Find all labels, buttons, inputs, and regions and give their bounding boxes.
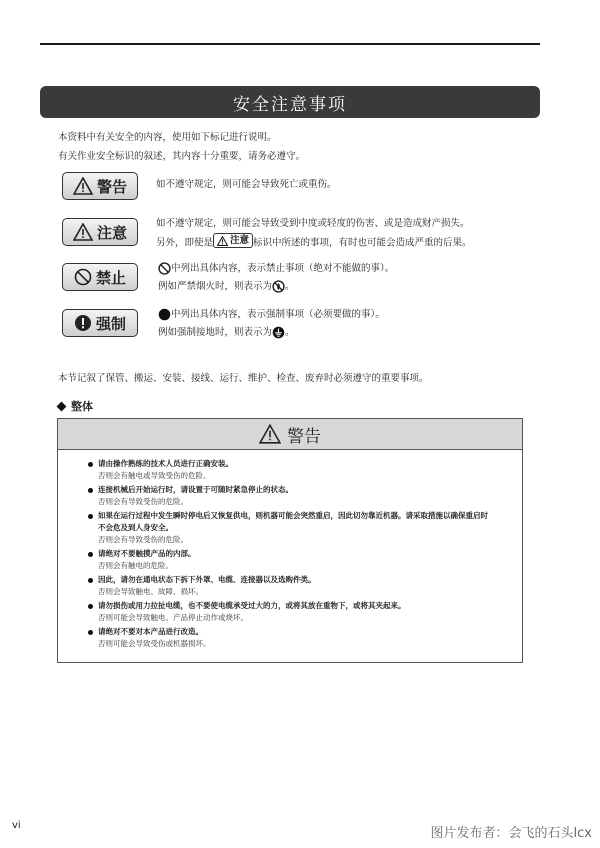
- signal-warning-label: 警告: [96, 177, 127, 196]
- signal-mandatory-row: [62, 309, 385, 342]
- section-heading: [58, 398, 93, 414]
- warning-triangle-icon: [73, 223, 93, 241]
- warning-consequence: 否则可能会导致受伤或机器损坏。: [98, 639, 211, 648]
- signal-caution-desc: [156, 215, 472, 253]
- signal-mandatory-desc: [158, 306, 385, 342]
- signal-caution-badge: [62, 218, 138, 246]
- warning-triangle-icon: [73, 177, 93, 195]
- signal-prohibited-badge: [62, 263, 138, 291]
- signal-prohibited-desc: [158, 260, 394, 296]
- body-note: 本节记叙了保管、搬运、安装、接线、运行、维护、检查、废弃时必须遵守的重要事项。: [58, 373, 429, 384]
- desc-text: 标识中所述的事项，有时也可能会造成严重的后果。: [253, 237, 472, 249]
- warning-text: 如果在运行过程中发生瞬时停电后又恢复供电，则机器可能会突然重启，因此切勿靠近机器。请采取措施以确保重启时不会危及到人身安全。: [98, 511, 488, 532]
- no-fire-icon: [272, 280, 285, 293]
- desc-text: 例如严禁烟火时，则表示为: [158, 281, 273, 292]
- intro-line: 有关作业安全标识的叙述，其内容十分重要，请务必遵守。: [58, 151, 306, 162]
- ground-icon: [272, 326, 285, 339]
- mandatory-dot-icon: [158, 308, 171, 321]
- prohibition-icon: [74, 268, 92, 286]
- signal-warning-row: [62, 172, 337, 200]
- list-item: [88, 626, 522, 650]
- signal-prohibited-label: 禁止: [95, 268, 126, 287]
- warning-consequence: 否则会有导致受伤的危险。: [98, 535, 188, 544]
- desc-line: [158, 260, 394, 278]
- desc-line: 如不遵守规定，则可能会导致受到中度或轻度的伤害、或是造成财产损失。: [156, 218, 470, 229]
- section-title: 整体: [71, 400, 93, 413]
- signal-caution-row: [62, 218, 472, 253]
- signal-warning-badge: [62, 172, 138, 200]
- warning-text: 因此，请勿在通电状态下拆下外罩、电缆、连接器以及选购件类。: [98, 575, 316, 584]
- desc-text: 中列出具体内容，表示强制事项（必须要做的事）。: [171, 309, 385, 320]
- diamond-bullet-icon: [57, 401, 67, 411]
- prohibition-icon: [158, 262, 171, 275]
- intro: [58, 128, 305, 166]
- signal-prohibited-row: [62, 263, 394, 296]
- list-item: [88, 458, 522, 482]
- signal-mandatory-label: 强制: [95, 314, 126, 333]
- desc-line: [158, 306, 385, 324]
- top-rule: [40, 43, 540, 45]
- warning-list: [58, 450, 522, 650]
- desc-line: [158, 278, 394, 296]
- warning-consequence: 否则可能会导致触电、产品停止动作或烧坏。: [98, 613, 248, 622]
- page-number: vi: [12, 820, 21, 831]
- warning-text: 请由操作熟练的技术人员进行正确安装。: [98, 459, 233, 468]
- desc-text: 另外，即使是: [156, 237, 214, 249]
- warning-box-header: [58, 419, 522, 450]
- desc-line: [156, 233, 472, 253]
- desc-text: 。: [285, 281, 295, 292]
- list-item: [88, 548, 522, 572]
- warning-triangle-icon: [217, 236, 228, 246]
- warning-box: [57, 418, 523, 663]
- list-item: [88, 600, 522, 624]
- warning-consequence: 否则会有触电或导致受伤的危险。: [98, 471, 211, 480]
- intro-line: 本资料中有关安全的内容，使用如下标记进行说明。: [58, 132, 277, 143]
- desc-text: 例如强制接地时，则表示为: [158, 327, 273, 338]
- warning-consequence: 否则会导致触电、故障、损坏。: [98, 587, 203, 596]
- mandatory-icon: [74, 314, 92, 332]
- inline-caution-label: 注意: [230, 235, 250, 246]
- warning-consequence: 否则会有导致受伤的危险。: [98, 497, 188, 506]
- desc-line: [158, 324, 385, 342]
- list-item: [88, 484, 522, 508]
- list-item: [88, 510, 522, 546]
- warning-text: 请勿损伤或用力拉扯电缆，也不要使电缆承受过大的力，或将其放在重物下，或将其夹起来。: [98, 601, 406, 610]
- warning-text: 连接机械后开始运行时，请设置于可随时紧急停止的状态。: [98, 485, 293, 494]
- signal-caution-label: 注意: [96, 223, 127, 242]
- page-title: 安全注意事项: [40, 86, 540, 118]
- signal-warning-desc: 如不遵守规定，则可能会导致死亡或重伤。: [156, 179, 337, 190]
- list-item: [88, 574, 522, 598]
- desc-text: 中列出具体内容，表示禁止事项（绝对不能做的事）。: [171, 263, 395, 274]
- watermark: 图片发布者：会飞的石头lcx: [430, 826, 592, 841]
- desc-text: 。: [285, 327, 295, 338]
- warning-box-title: 警告: [287, 426, 321, 447]
- signal-mandatory-badge: [62, 309, 138, 337]
- inline-caution-badge: [213, 233, 253, 248]
- warning-text: 请绝对不要触摸产品的内部。: [98, 549, 196, 558]
- warning-consequence: 否则会有触电的危险。: [98, 561, 173, 570]
- warning-text: 请绝对不要对本产品进行改造。: [98, 627, 203, 636]
- warning-triangle-icon: [259, 424, 281, 444]
